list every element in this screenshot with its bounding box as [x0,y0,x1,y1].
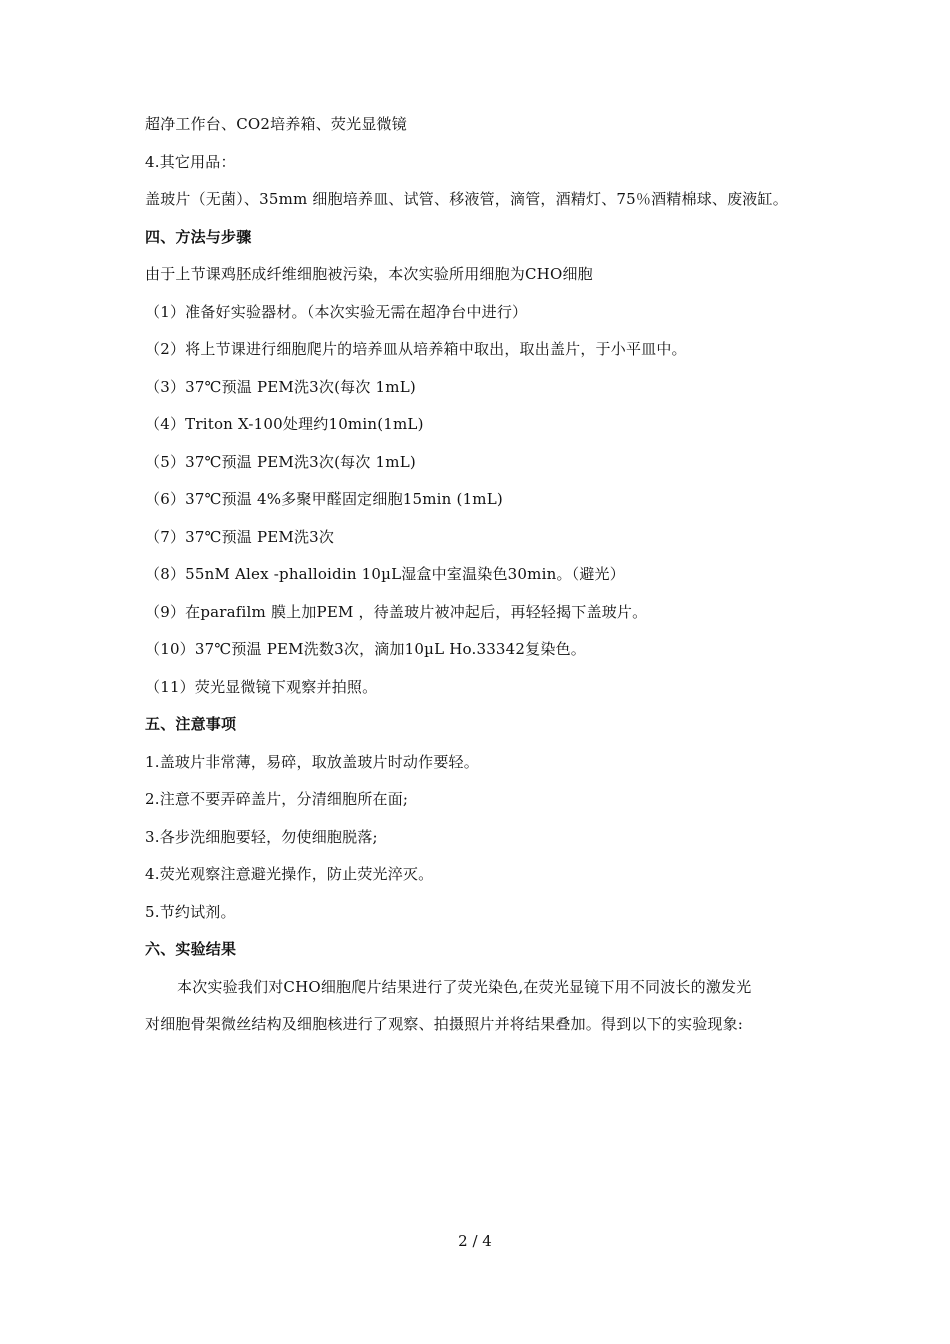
note-5: 5.节约试剂。 [145,902,236,921]
page-number: 2 / 4 [458,1232,492,1250]
step-4: （4）Triton X-100处理约10min(1mL) [145,415,424,433]
note-4: 4.荧光观察注意避光操作，防止荧光淬灭。 [145,865,434,883]
step-9: （9）在parafilm 膜上加PEM ，待盖玻片被冲起后，再轻轻揭下盖玻片。 [145,602,648,621]
other-supplies-list: 盖玻片（无菌）、35mm 细胞培养皿、试管、移液管，滴管，酒精灯、75％酒精棉球、废液缸。 [145,190,788,208]
step-11: （11）荧光显微镜下观察并拍照。 [145,677,378,696]
step-6: （6）37℃预温 4%多聚甲醛固定细胞15min (1mL) [145,490,503,508]
step-10: （10）37℃预温 PEM洗数3次，滴加10µL Ho.33342复染色。 [145,640,586,658]
results-paragraph-line-2: 对细胞骨架微丝结构及细胞核进行了观察、拍摄照片并将结果叠加。得到以下的实验现象: [145,1015,744,1033]
results-paragraph-line-1: 本次实验我们对CHO细胞爬片结果进行了荧光染色,在荧光显镜下用不同波长的激发光 [177,977,752,996]
other-supplies-label: 4.其它用品： [145,152,236,171]
document-body [145,106,815,1044]
equipment-line: 超净工作台、CO2培养箱、荧光显微镜 [145,115,407,133]
step-5: （5）37℃预温 PEM洗3次(每次 1mL) [145,452,416,471]
step-1: （1）准备好实验器材。（本次实验无需在超净台中进行） [145,302,528,321]
step-3: （3）37℃预温 PEM洗3次(每次 1mL) [145,377,416,396]
section-heading-methods: 四、方法与步骤 [145,227,252,246]
methods-intro: 由于上节课鸡胚成纤维细胞被污染，本次实验所用细胞为CHO细胞 [145,265,593,283]
step-7: （7）37℃预温 PEM洗3次 [145,527,335,546]
note-2: 2.注意不要弄碎盖片，分清细胞所在面; [145,790,409,808]
section-heading-results: 六、实验结果 [145,940,237,958]
note-1: 1.盖玻片非常薄，易碎，取放盖玻片时动作要轻。 [145,752,479,771]
step-8: （8）55nM Alex -phalloidin 10µL湿盒中室温染色30min。（避光） [145,565,625,583]
note-3: 3.各步洗细胞要轻，勿使细胞脱落; [145,827,378,846]
section-heading-notes: 五、注意事项 [145,715,237,733]
step-2: （2）将上节课进行细胞爬片的培养皿从培养箱中取出，取出盖片，于小平皿中。 [145,340,687,358]
